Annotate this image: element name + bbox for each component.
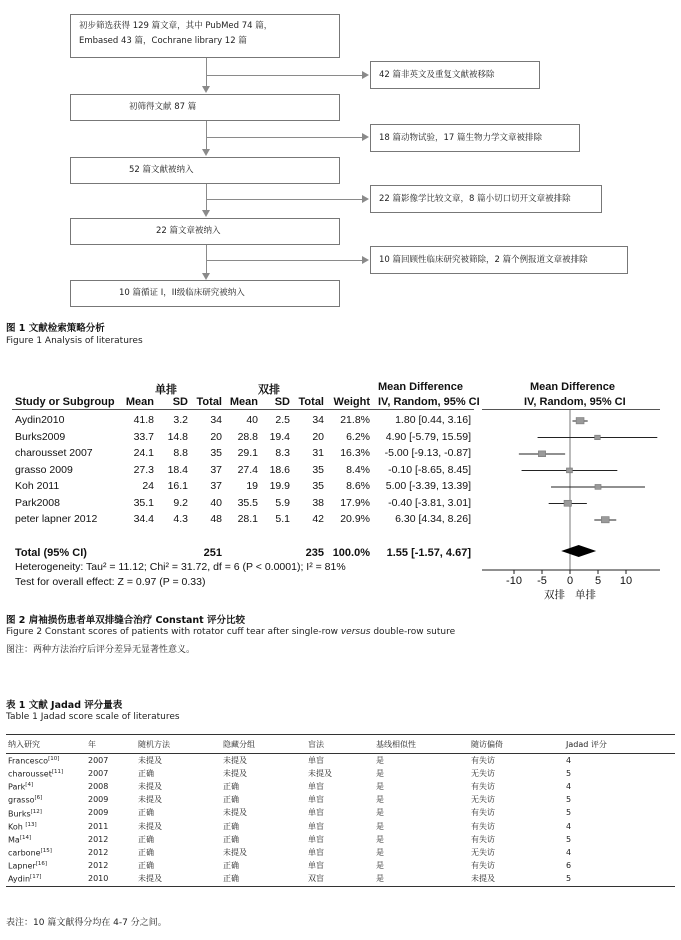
table-cell-study: Burks[12] — [8, 808, 42, 819]
group2-label: 双排 — [258, 383, 280, 396]
study-point — [576, 418, 584, 424]
table-cell-study: Lapner[16] — [8, 861, 48, 871]
x-tick-label: 5 — [594, 575, 602, 587]
table-cell-baseline: 是 — [376, 808, 384, 818]
study-m2: 28.8 — [237, 430, 258, 443]
study-n1: 35 — [210, 447, 222, 459]
jadad-table — [6, 734, 675, 887]
flow-text: 10 篇循证 I，II级临床研究被纳入 — [119, 288, 245, 298]
study-point — [564, 500, 571, 506]
flow-text: 22 篇影像学比较文章，8 篇小切口切开文章被排除 — [379, 194, 571, 204]
figure2-caption-cn: 图 2 肩袖损伤患者单双排缝合治疗 Constant 评分比较 — [6, 615, 246, 626]
study-n2: 38 — [312, 496, 324, 509]
study-weight: 6.2% — [346, 430, 370, 443]
table-cell-study: Koh [13] — [8, 821, 37, 832]
table-row — [6, 754, 675, 768]
study-sd1: 3.2 — [173, 414, 188, 426]
overall-diamond — [561, 545, 596, 557]
table-cell-year: 2010 — [88, 874, 109, 884]
table-cell-hidden: 正确 — [223, 874, 239, 884]
table-cell-baseline: 是 — [376, 755, 384, 765]
flow-text: 初筛得文献 87 篇 — [129, 102, 197, 112]
table-row — [6, 846, 675, 859]
study-n2: 35 — [312, 480, 324, 492]
table-cell-study: Francesco[10] — [8, 756, 60, 766]
study-n2: 34 — [312, 414, 324, 426]
table-cell-baseline: 是 — [376, 768, 384, 778]
column-header: 随访偏倚 — [471, 739, 503, 749]
column-header: 基线相似性 — [376, 739, 416, 749]
table-cell-random: 未提及 — [138, 874, 162, 884]
plot-column-title: Mean Difference — [530, 381, 615, 393]
total-n2: 235 — [305, 547, 324, 559]
table-cell-blind: 单盲 — [308, 847, 324, 857]
table-cell-follow: 有失访 — [471, 755, 495, 765]
table-cell-score: 4 — [566, 847, 572, 857]
table-cell-hidden: 正确 — [223, 795, 239, 805]
study-n1: 37 — [210, 480, 222, 492]
table-cell-year: 2007 — [88, 768, 109, 778]
table-cell-baseline: 是 — [376, 834, 384, 844]
table-cell-follow: 有失访 — [471, 834, 495, 844]
column-header: 隐藏分组 — [223, 739, 255, 749]
total-n1: 251 — [203, 547, 222, 559]
table-cell-study: Ma[14] — [8, 834, 32, 845]
study-ci: 1.80 [0.44, 3.16] — [395, 414, 471, 426]
table-cell-hidden: 正确 — [223, 834, 239, 844]
study-name: Burks2009 — [15, 430, 66, 443]
study-m2: 19 — [246, 480, 258, 492]
table-cell-score: 5 — [566, 874, 572, 884]
x-tick-label: 10 — [619, 575, 633, 587]
study-sd1: 9.2 — [173, 496, 188, 509]
study-ci: 5.00 [-3.39, 13.39] — [385, 480, 471, 492]
table-row — [6, 807, 675, 820]
study-sd2: 18.6 — [269, 463, 290, 476]
study-name: charousset 2007 — [15, 447, 93, 459]
table-cell-random: 未提及 — [138, 821, 162, 831]
total-weight: 100.0% — [332, 547, 370, 559]
total-ci: 1.55 [-1.57, 4.67] — [386, 547, 471, 559]
table-cell-follow: 未提及 — [471, 874, 495, 884]
study-name: grasso 2009 — [15, 463, 73, 476]
overall-effect-text: Test for overall effect: Z = 0.97 (P = 0.33) — [15, 576, 206, 588]
column-header: Jadad 评分 — [566, 739, 607, 749]
header-total-2: Total — [298, 396, 324, 408]
study-n2: 42 — [312, 513, 324, 525]
study-weight: 16.3% — [340, 447, 370, 459]
flow-text: 42 篇非英文及重复文献被移除 — [379, 70, 495, 80]
study-n2: 20 — [312, 430, 324, 443]
table-cell-blind: 单盲 — [308, 782, 324, 792]
column-header: 年 — [88, 739, 96, 749]
study-m1: 24.1 — [133, 447, 154, 459]
table-row — [6, 793, 675, 806]
table-cell-score: 5 — [566, 834, 572, 844]
table-cell-hidden: 未提及 — [223, 808, 247, 818]
table-cell-score: 4 — [566, 782, 572, 792]
total-label: Total (95% CI) — [15, 547, 87, 559]
table-cell-follow: 无失访 — [471, 768, 495, 778]
study-m1: 34.4 — [133, 513, 154, 525]
flow-text: 52 篇文献被纳入 — [129, 165, 194, 175]
table-cell-hidden: 未提及 — [223, 768, 247, 778]
study-point — [595, 484, 601, 489]
table-cell-hidden: 未提及 — [223, 847, 247, 857]
table-cell-score: 5 — [566, 808, 572, 818]
study-weight: 8.4% — [346, 463, 370, 476]
table-cell-blind: 单盲 — [308, 755, 324, 765]
table-cell-score: 5 — [566, 768, 572, 778]
plot-column-subtitle: IV, Random, 95% CI — [524, 396, 626, 408]
study-ci: 4.90 [-5.79, 15.59] — [385, 430, 471, 443]
study-sd2: 19.9 — [269, 480, 290, 492]
figure2-note: 图注：两种方法治疗后评分差异无显著性意义。 — [6, 645, 196, 655]
x-tick-label: -5 — [537, 575, 547, 587]
study-ci: -0.10 [-8.65, 8.45] — [388, 463, 471, 476]
table-cell-score: 4 — [566, 755, 572, 765]
study-name: Koh 2011 — [15, 480, 60, 492]
study-n1: 37 — [210, 463, 222, 476]
table-cell-year: 2009 — [88, 808, 109, 818]
table-cell-year: 2008 — [88, 782, 109, 792]
header-mean-1: Mean — [125, 396, 154, 408]
study-m2: 35.5 — [237, 496, 258, 509]
table-cell-study: carbone[15] — [8, 848, 52, 858]
study-m1: 24 — [142, 480, 154, 492]
axis-label-left: 双排 — [544, 589, 565, 601]
x-tick-label: -10 — [506, 575, 522, 587]
table-cell-baseline: 是 — [376, 782, 384, 792]
table-cell-study: Park[4] — [8, 782, 34, 792]
figure1-caption-en: Figure 1 Analysis of literatures — [6, 336, 143, 346]
table-cell-year: 2011 — [88, 821, 109, 831]
study-sd1: 16.1 — [167, 480, 188, 492]
study-weight: 8.6% — [346, 480, 370, 492]
header-sd-2: SD — [274, 396, 290, 408]
table-cell-score: 4 — [566, 821, 572, 831]
flow-text: 初步筛选获得 129 篇文章，其中 PubMed 74 篇， — [79, 21, 273, 31]
table-cell-year: 2009 — [88, 795, 109, 805]
x-tick-label: 0 — [566, 575, 574, 587]
flow-text: 22 篇文章被纳入 — [156, 226, 221, 236]
study-m1: 33.7 — [133, 430, 154, 443]
study-point — [538, 451, 545, 457]
table-cell-baseline: 是 — [376, 795, 384, 805]
table-cell-random: 未提及 — [138, 755, 162, 765]
study-sd1: 8.8 — [173, 447, 188, 459]
table-cell-baseline: 是 — [376, 847, 384, 857]
header-sd-1: SD — [172, 396, 188, 408]
table-cell-year: 2007 — [88, 755, 109, 765]
table-cell-score: 6 — [566, 861, 572, 871]
table-cell-hidden: 正确 — [223, 861, 239, 871]
study-sd2: 5.9 — [275, 496, 290, 509]
table-cell-follow: 有失访 — [471, 861, 495, 871]
study-name: Aydin2010 — [15, 414, 65, 426]
study-m1: 41.8 — [133, 414, 154, 426]
study-ci: 6.30 [4.34, 8.26] — [395, 513, 471, 525]
table-cell-follow: 无失访 — [471, 847, 495, 857]
table-cell-year: 2012 — [88, 861, 109, 871]
table-cell-baseline: 是 — [376, 821, 384, 831]
table-row — [6, 859, 675, 872]
axis-label-right: 单排 — [575, 589, 596, 601]
study-sd2: 8.3 — [275, 447, 290, 459]
header-total-1: Total — [196, 396, 222, 408]
study-sd1: 4.3 — [173, 513, 188, 525]
table-row — [6, 780, 675, 793]
header-mean-2: Mean — [229, 396, 258, 408]
study-m2: 28.1 — [237, 513, 258, 525]
md-column-title: Mean Difference — [378, 381, 463, 393]
table-cell-blind: 单盲 — [308, 808, 324, 818]
study-weight: 17.9% — [340, 496, 370, 509]
table1-note: 表注：10 篇文献得分均在 4-7 分之间。 — [6, 918, 167, 928]
table-cell-study: charousset[11] — [8, 769, 64, 779]
study-sd1: 18.4 — [167, 463, 188, 476]
table-cell-random: 正确 — [138, 808, 154, 818]
study-m1: 27.3 — [133, 463, 154, 476]
table-cell-random: 正确 — [138, 861, 154, 871]
table-cell-study: Aydin[17] — [8, 874, 42, 885]
study-weight: 20.9% — [340, 513, 370, 525]
table-cell-follow: 有失访 — [471, 808, 495, 818]
table-cell-baseline: 是 — [376, 874, 384, 884]
table-cell-year: 2012 — [88, 834, 109, 844]
table-cell-follow: 有失访 — [471, 821, 495, 831]
table1-caption-cn: 表 1 文献 Jadad 评分量表 — [6, 700, 123, 711]
flow-text: 18 篇动物试验，17 篇生物力学文章被排除 — [379, 133, 543, 143]
study-name: Park2008 — [15, 496, 60, 509]
study-sd1: 14.8 — [167, 430, 188, 443]
study-n1: 48 — [210, 513, 222, 525]
study-n1: 20 — [210, 430, 222, 443]
flow-text: 10 篇回顾性临床研究被筛除，2 篇个例报道文章被排除 — [379, 255, 588, 265]
header-weight: Weight — [333, 396, 370, 408]
study-sd2: 19.4 — [269, 430, 290, 443]
study-m2: 27.4 — [237, 463, 258, 476]
table-cell-blind: 单盲 — [308, 834, 324, 844]
study-sd2: 2.5 — [275, 414, 290, 426]
column-header: 盲法 — [308, 739, 324, 749]
table-cell-hidden: 正确 — [223, 821, 239, 831]
header-study: Study or Subgroup — [15, 396, 115, 408]
table-cell-hidden: 未提及 — [223, 755, 247, 765]
table-cell-study: grasso[6] — [8, 795, 43, 806]
heterogeneity-text: Heterogeneity: Tau² = 11.12; Chi² = 31.72, df = 6 (P < 0.0001); I² = 81% — [15, 561, 346, 573]
table-cell-blind: 单盲 — [308, 795, 324, 805]
table-cell-hidden: 正确 — [223, 782, 239, 792]
table-cell-follow: 有失访 — [471, 782, 495, 792]
table-cell-blind: 未提及 — [308, 768, 332, 778]
table-cell-score: 5 — [566, 795, 572, 805]
table1-caption-en: Table 1 Jadad score scale of literatures — [6, 712, 180, 722]
study-n2: 35 — [312, 463, 324, 476]
table-cell-random: 正确 — [138, 768, 154, 778]
column-header: 随机方法 — [138, 739, 170, 749]
study-n2: 31 — [312, 447, 324, 459]
study-ci: -0.40 [-3.81, 3.01] — [388, 496, 471, 509]
table-cell-year: 2012 — [88, 847, 109, 857]
study-m2: 29.1 — [237, 447, 258, 459]
study-m2: 40 — [246, 414, 258, 426]
md-column-subtitle: IV, Random, 95% CI — [378, 396, 480, 408]
table-header-row — [6, 735, 675, 754]
study-ci: -5.00 [-9.13, -0.87] — [384, 447, 471, 459]
group1-label: 单排 — [155, 383, 177, 396]
table-cell-baseline: 是 — [376, 861, 384, 871]
table-cell-random: 未提及 — [138, 795, 162, 805]
table-cell-blind: 单盲 — [308, 861, 324, 871]
table-cell-follow: 无失访 — [471, 795, 495, 805]
figure1-caption-cn: 图 1 文献检索策略分析 — [6, 323, 105, 334]
column-header: 纳入研究 — [8, 739, 40, 749]
figure2-caption-en: Figure 2 Constant scores of patients with rotator cuff tear after single-row versus double-row suture — [6, 627, 456, 637]
study-point — [601, 517, 609, 523]
study-name: peter lapner 2012 — [15, 513, 98, 525]
table-row — [6, 820, 675, 833]
study-n1: 34 — [210, 414, 222, 426]
table-cell-blind: 单盲 — [308, 821, 324, 831]
study-m1: 35.1 — [133, 496, 154, 509]
table-cell-random: 正确 — [138, 847, 154, 857]
table-row — [6, 833, 675, 846]
table-cell-blind: 双盲 — [308, 874, 324, 884]
study-weight: 21.8% — [340, 414, 370, 426]
study-point — [595, 435, 601, 439]
table-cell-random: 未提及 — [138, 782, 162, 792]
table-row — [6, 872, 675, 886]
study-n1: 40 — [210, 496, 222, 509]
table-row — [6, 767, 675, 780]
flow-text: Embased 43 篇，Cochrane library 12 篇 — [79, 35, 247, 46]
table-cell-random: 正确 — [138, 834, 154, 844]
study-point — [566, 468, 572, 473]
study-sd2: 5.1 — [275, 513, 290, 525]
